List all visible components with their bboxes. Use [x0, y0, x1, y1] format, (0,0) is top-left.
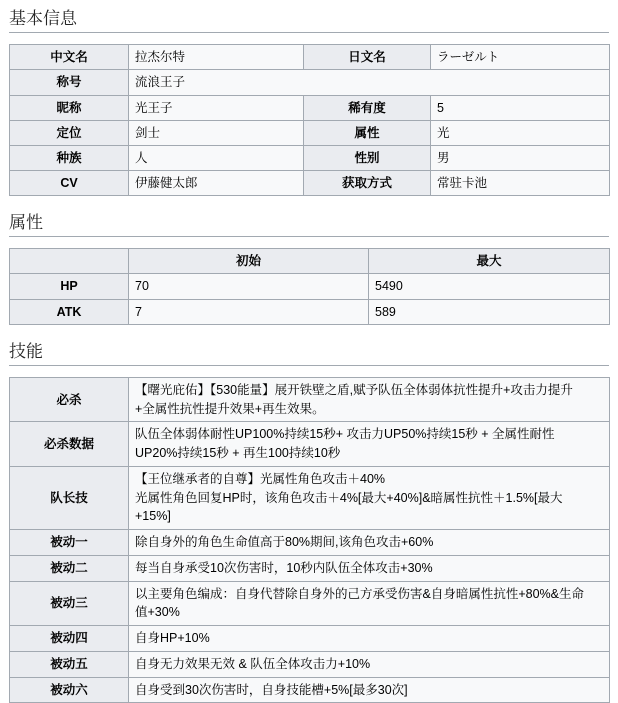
- skill-description: 以主要角色编成：自身代替除自身外的己方承受伤害&自身暗属性抗性+80%&生命 值+30%: [129, 581, 610, 626]
- basic-row-label-1: 称号: [10, 70, 129, 95]
- section-heading-basic-info: 基本信息: [9, 4, 609, 33]
- attributes-row-max: 5490: [369, 274, 610, 299]
- attributes-table: [9, 248, 610, 324]
- table-row: [10, 626, 610, 652]
- skill-description: 自身无力效果无效 & 队伍全体攻击力+10%: [129, 651, 610, 677]
- basic-row-label-2: 性别: [304, 145, 431, 170]
- attributes-row-label: HP: [10, 274, 129, 299]
- basic-row-label-2: 稀有度: [304, 95, 431, 120]
- section-heading-attributes: 属性: [9, 208, 609, 237]
- skill-label: 被动三: [10, 581, 129, 626]
- skill-description: 【曙光庇佑】【530能量】展开铁壁之盾,赋予队伍全体弱体抗性提升+攻击力提升 +全属性抗性提升效果+再生效果。: [129, 377, 610, 422]
- basic-row-value-2: ラーゼルト: [431, 45, 610, 70]
- basic-row-label-2: 获取方式: [304, 170, 431, 195]
- skill-label: 被动四: [10, 626, 129, 652]
- table-row: [10, 120, 610, 145]
- basic-row-value-1: 拉杰尔特: [129, 45, 304, 70]
- basic-row-value-2: 5: [431, 95, 610, 120]
- skill-description: 自身HP+10%: [129, 626, 610, 652]
- attributes-row-initial: 70: [129, 274, 369, 299]
- basic-row-value-1: 剑士: [129, 120, 304, 145]
- table-row: [10, 299, 610, 324]
- skills-table-body: [10, 377, 610, 703]
- table-header-row: [10, 249, 610, 274]
- skill-label: 必杀: [10, 377, 129, 422]
- skill-description: 自身受到30次伤害时，自身技能槽+5%[最多30次]: [129, 677, 610, 703]
- table-row: [10, 145, 610, 170]
- basic-row-label-2: 属性: [304, 120, 431, 145]
- table-row: [10, 70, 610, 95]
- basic-row-label-1: 定位: [10, 120, 129, 145]
- skill-label: 被动二: [10, 555, 129, 581]
- skills-table: [9, 377, 610, 703]
- basic-row-value-1: 伊藤健太郎: [129, 170, 304, 195]
- skill-description: 除自身外的角色生命值高于80%期间,该角色攻击+60%: [129, 530, 610, 556]
- table-row: [10, 466, 610, 529]
- attributes-table-body: [10, 249, 610, 324]
- table-row: [10, 581, 610, 626]
- basic-info-table-body: [10, 45, 610, 196]
- basic-info-table: [9, 44, 610, 196]
- table-row: [10, 555, 610, 581]
- character-info-page: [0, 4, 618, 703]
- skill-description: 每当自身承受10次伤害时，10秒内队伍全体攻击+30%: [129, 555, 610, 581]
- basic-row-value-2: 光: [431, 120, 610, 145]
- skill-label: 被动五: [10, 651, 129, 677]
- skill-label: 被动六: [10, 677, 129, 703]
- table-row: [10, 170, 610, 195]
- basic-row-value-1: 流浪王子: [129, 70, 610, 95]
- basic-row-label-2: 日文名: [304, 45, 431, 70]
- attributes-row-initial: 7: [129, 299, 369, 324]
- attributes-header-initial: 初始: [129, 249, 369, 274]
- basic-row-label-1: 种族: [10, 145, 129, 170]
- skill-label: 队长技: [10, 466, 129, 529]
- skill-description: 队伍全体弱体耐性UP100%持续15秒+ 攻击力UP50%持续15秒 + 全属性耐性 UP20%持续15秒 + 再生100持续10秒: [129, 422, 610, 467]
- basic-row-label-1: 中文名: [10, 45, 129, 70]
- table-row: [10, 274, 610, 299]
- table-row: [10, 95, 610, 120]
- table-row: [10, 377, 610, 422]
- section-heading-skills: 技能: [9, 337, 609, 366]
- basic-row-value-1: 光王子: [129, 95, 304, 120]
- attributes-header-max: 最大: [369, 249, 610, 274]
- skill-label: 必杀数据: [10, 422, 129, 467]
- basic-row-value-2: 男: [431, 145, 610, 170]
- table-row: [10, 422, 610, 467]
- table-row: [10, 45, 610, 70]
- attributes-row-max: 589: [369, 299, 610, 324]
- basic-row-label-1: 昵称: [10, 95, 129, 120]
- basic-row-value-2: 常驻卡池: [431, 170, 610, 195]
- skill-label: 被动一: [10, 530, 129, 556]
- skill-description: 【王位继承者的自尊】光属性角色攻击＋40% 光属性角色回复HP时，该角色攻击＋4%[最大+40%]&暗属性抗性＋1.5%[最大 +15%]: [129, 466, 610, 529]
- attributes-row-label: ATK: [10, 299, 129, 324]
- basic-row-label-1: CV: [10, 170, 129, 195]
- table-row: [10, 651, 610, 677]
- table-row: [10, 677, 610, 703]
- table-row: [10, 530, 610, 556]
- basic-row-value-1: 人: [129, 145, 304, 170]
- attributes-corner-header: [10, 249, 129, 274]
